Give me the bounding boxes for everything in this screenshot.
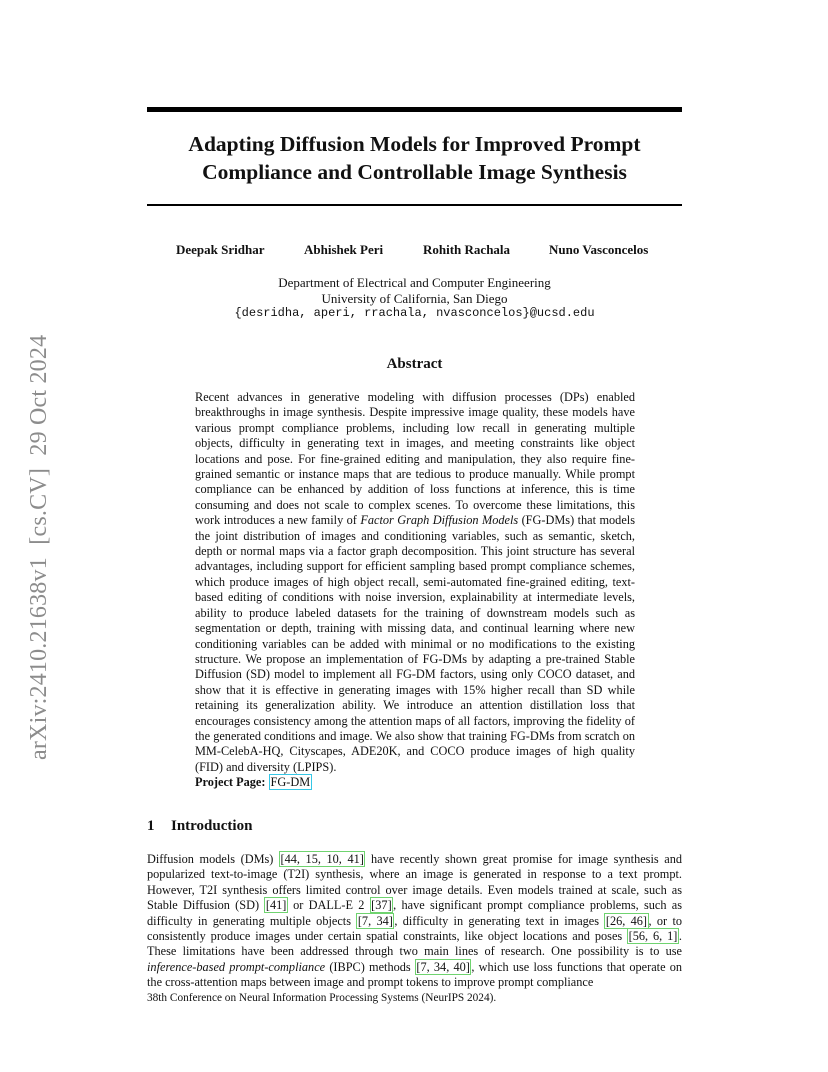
citation-link[interactable]: [44, 15, 10, 41] <box>280 852 364 866</box>
intro-text: (IBPC) methods <box>325 959 415 974</box>
citation-link[interactable]: [37] <box>371 898 392 913</box>
author-name: Nuno Vasconcelos <box>549 242 649 257</box>
conference-footer: 38th Conference on Neural Information Processing Systems (NeurIPS 2024). <box>147 992 497 1004</box>
intro-text: or DALL-E 2 <box>287 898 370 913</box>
paper-title <box>147 130 682 186</box>
intro-text: . These limitations have been addressed through two main lines of research. One possibility is to use <box>147 929 682 959</box>
introduction-body <box>147 852 682 991</box>
intro-paragraph <box>147 852 682 991</box>
abstract-heading: Abstract <box>386 356 443 372</box>
intro-text: , which use loss functions that operate on the cross-attention maps between image and prompt tokens to improve prompt compliance <box>147 959 683 990</box>
affiliation <box>147 275 682 322</box>
citation-link[interactable]: [7, 34, 40] <box>416 959 470 974</box>
citation-link[interactable]: [7, 34] <box>357 913 393 928</box>
project-page-label: Project Page: <box>195 775 266 790</box>
arxiv-identifier: arXiv:2410.21638v1 [cs.CV] 29 Oct 2024 <box>26 334 52 760</box>
intro-text: , have significant prompt compliance problems, such as difficulty in generating multiple objects <box>147 898 682 928</box>
title-line-2: Compliance and Controllable Image Synthesis <box>202 160 627 184</box>
intro-text: Diffusion models (DMs) <box>147 852 279 866</box>
author-name: Rohith Rachala <box>423 242 511 257</box>
intro-emphasis: inference-based prompt-compliance <box>147 959 326 974</box>
abstract-emphasis: Factor Graph Diffusion Models <box>360 513 519 528</box>
citation-link[interactable]: [56, 6, 1] <box>628 929 678 944</box>
author-list <box>147 242 682 262</box>
abstract-paragraph <box>195 390 635 775</box>
title-rule-bottom <box>147 204 682 206</box>
citation-link[interactable]: [26, 46] <box>605 913 648 928</box>
title-rule-top <box>147 107 682 112</box>
section-number: 1 <box>147 818 155 834</box>
intro-text: , or to consistently produce images under certain spatial constraints, like object locations and poses <box>147 913 683 944</box>
abstract-text: (FG-DMs) that models the joint distribution of images and conditioning variables, such as semantic, sketch, depth or normal maps via a factor graph decomposition. This joint structure has several advantages, including support for efficient sampling based prompt compliance schemes, which produce images of high object recall, semi-automated fine-grained editing, text-based editing of conditions with noise inversion, explainability at intermediate levels, ability to produce labeled datasets for the training of downstream models such as segmentation or depth, training with missing data, and continual learning where new conditioning variables can be added with minimal or no modifications to the existing structure. We propose an implementation of FG-DMs by adapting a pre-trained Stable Diffusion (SD) model to implement all FG-DM factors, using only COCO dataset, and show that it is effective in generating images with 15% higher recall than SD while retaining its generalization ability. We introduce an attention distillation loss that encourages consistency among the attention maps of all factors, improving the fidelity of the generated conditions and image. We also show that training FG-DMs from scratch on MM-CelebA-HQ, Cityscapes, ADE20K, and COCO produce images of high quality (FID) and diversity (LPIPS). <box>195 513 635 774</box>
intro-text: , difficulty in generating text in images <box>394 913 605 928</box>
university: University of California, San Diego <box>321 290 508 306</box>
intro-text: have recently shown great promise for image synthesis and popularized text-to-image (T2I) synthesis, where an image is generated in response to a text prompt. However, T2I synthesis offers limited control over image details. Even models trained at scale, such as Stable Diffusion (SD) <box>147 852 683 913</box>
title-line-1: Adapting Diffusion Models for Improved Prompt <box>188 132 641 156</box>
author-name: Abhishek Peri <box>304 242 384 257</box>
abstract-body <box>195 390 635 791</box>
abstract-text: Recent advances in generative modeling with diffusion processes (DPs) enabled breakthroughs in image synthesis. Despite impressive image quality, these models have various prompt compliance problems, including low recall in generating multiple objects, difficulty in generating text in images, and meeting constraints like object locations and pose. For fine-grained editing and manipulation, they also require fine-grained semantic or instance maps that are tedious to produce manually. While prompt compliance can be enhanced by addition of loss functions at inference, this is time consuming and does not scale to complex scenes. To overcome these limitations, this work introduces a new family of <box>195 390 635 528</box>
section-title: Introduction <box>171 818 253 834</box>
section-heading-introduction <box>147 818 682 835</box>
department: Department of Electrical and Computer Engineering <box>278 275 551 290</box>
project-page-link[interactable]: FG-DM <box>270 775 311 790</box>
email-list: {desridha, aperi, rrachala, nvasconcelos}@ucsd.edu <box>234 306 595 320</box>
citation-link[interactable]: [41] <box>265 898 287 913</box>
author-name: Deepak Sridhar <box>176 242 265 257</box>
project-page-line <box>195 775 635 790</box>
